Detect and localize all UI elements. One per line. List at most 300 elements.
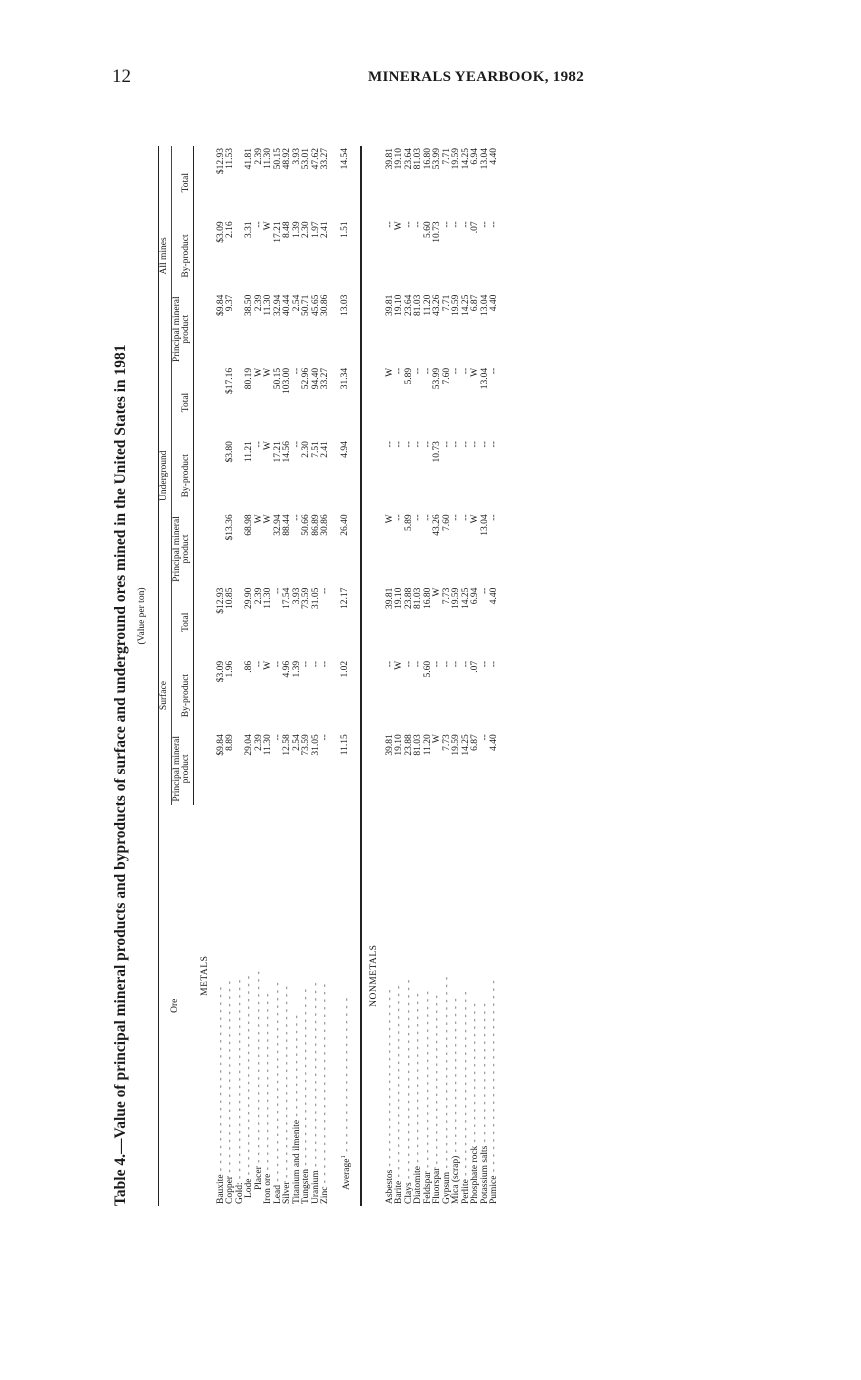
value-cell: 103.00 — [282, 367, 292, 394]
value-cell: 3.93 — [291, 587, 302, 605]
leader-dots: - - - - - - - - - - - - - - - - - - - - - - - - - — [215, 985, 226, 1175]
value-cell: -- — [441, 441, 452, 448]
value-cell: W — [384, 367, 395, 377]
empty-cell — [362, 659, 386, 732]
leader-dots: - - - - - - - - - - - - - - - - - - - — [479, 1002, 490, 1146]
value-cell: 2.41 — [320, 441, 330, 458]
value-cell: -- — [479, 221, 490, 228]
value-cell: 5.60 — [422, 221, 433, 238]
average-value-cell: 11.15 — [339, 734, 350, 756]
value-cell: 2.39 — [253, 294, 264, 312]
leader-dots: - - - - - - - - - - - - - - - - - - - - - - - — [432, 994, 443, 1168]
value-cell: 39.81 — [384, 148, 395, 170]
value-cell: -- — [451, 660, 462, 668]
ore-label: Placer — [253, 1166, 264, 1190]
footnote-marker: 1 — [339, 1155, 347, 1159]
value-cell: 19.10 — [394, 587, 405, 610]
average-value-cell: 13.03 — [339, 294, 350, 316]
minerals-value-table — [158, 146, 500, 1206]
value-cell: 53.99 — [432, 148, 443, 170]
value-cell: 11.30 — [263, 148, 273, 170]
ore-label: Feldspar — [422, 1171, 433, 1204]
value-cell: -- — [413, 221, 424, 228]
value-cell: -- — [422, 367, 433, 375]
value-cell: 3.31 — [244, 221, 254, 238]
value-cell: 5.60 — [422, 660, 433, 678]
value-cell: -- — [489, 441, 500, 448]
ore-label: Uranium — [310, 1170, 321, 1204]
value-cell: 5.89 — [403, 367, 414, 385]
value-cell: 53.01 — [301, 148, 311, 170]
value-cell: 86.89 — [310, 514, 321, 536]
value-cell: 41.81 — [244, 148, 254, 170]
value-cell: 19.59 — [451, 587, 462, 610]
value-cell: 4.40 — [489, 587, 500, 605]
ore-label: Copper — [225, 1176, 235, 1204]
ore-cell — [490, 805, 500, 1206]
value-cell: 7.51 — [310, 441, 321, 458]
section-title: NONMETALS — [369, 944, 380, 1007]
value-cell: 1.39 — [291, 221, 302, 238]
value-cell: -- — [272, 587, 283, 594]
value-cell: 4.96 — [282, 660, 292, 678]
value-cell: 7.73 — [441, 587, 452, 605]
subheader-principal: Principal mineral product — [171, 293, 193, 366]
average-label: Average — [341, 1158, 352, 1190]
value-cell: -- — [384, 441, 395, 448]
empty-cell — [362, 512, 386, 585]
value-cell: -- — [394, 441, 405, 448]
value-cell: 6.94 — [470, 587, 481, 605]
value-cell: -- — [272, 734, 283, 741]
leader-dots: - - - - - - - - - - - - - - - - - - - - - — [451, 997, 462, 1156]
ore-label: Potassium salts — [479, 1145, 490, 1204]
value-cell: 17.21 — [272, 441, 283, 463]
leader-dots: - - - - - - - - - - - - - - - - - - - - - - - - — [263, 992, 273, 1174]
value-cell: 68.98 — [244, 514, 254, 536]
value-cell: 8.48 — [282, 221, 292, 238]
value-cell: -- — [460, 221, 471, 228]
value-cell: 7.73 — [441, 734, 452, 751]
value-cell: 1.96 — [225, 660, 235, 678]
value-cell: 50.66 — [301, 514, 311, 536]
value-cell: -- — [479, 660, 490, 668]
value-cell: W — [263, 514, 273, 524]
empty-cell — [362, 293, 386, 366]
value-cell: 16.80 — [422, 148, 433, 170]
value-cell: -- — [451, 221, 462, 228]
value-cell: 12.58 — [282, 734, 292, 756]
rotated-table-block — [112, 146, 642, 1206]
empty-cell — [193, 659, 217, 732]
value-cell: 2.54 — [291, 294, 302, 312]
value-cell: -- — [403, 660, 414, 668]
value-cell: 13.04 — [479, 514, 490, 536]
table-subtitle: (Value per ton) — [137, 587, 147, 645]
value-cell: 31.05 — [310, 734, 321, 756]
value-cell: -- — [413, 514, 424, 521]
empty-cell — [362, 732, 386, 805]
value-cell: -- — [384, 660, 395, 668]
value-cell: -- — [489, 660, 500, 668]
value-cell: 31.05 — [310, 587, 321, 610]
value-cell: -- — [413, 367, 424, 375]
value-cell: -- — [460, 441, 471, 448]
value-cell: -- — [320, 660, 330, 668]
value-cell: 7.71 — [441, 294, 452, 312]
empty-cell — [193, 293, 217, 366]
value-cell: 33.27 — [320, 148, 330, 170]
page-number: 12 — [112, 66, 131, 87]
value-cell: 14.25 — [460, 734, 471, 756]
value-cell: 19.59 — [451, 148, 462, 170]
value-cell: -- — [451, 441, 462, 448]
value-cell: 7.71 — [441, 148, 452, 165]
average-value-cell: 1.02 — [339, 660, 350, 678]
value-cell: -- — [479, 587, 490, 594]
value-cell: 81.03 — [413, 148, 424, 170]
leader-dots: - - - - - - - - - - - - - - - - - - - - - - - - - - - — [403, 978, 414, 1183]
leader-dots: - - - - - - - - - - - - - - - - - - - - - - - - - - — [489, 979, 500, 1176]
value-cell: -- — [479, 734, 490, 741]
value-cell: 73.59 — [301, 734, 311, 756]
value-cell: 5.89 — [403, 514, 414, 532]
value-cell: W — [394, 660, 405, 670]
value-cell: 19.59 — [451, 734, 462, 756]
empty-cell — [193, 219, 217, 292]
value-cell: -- — [403, 221, 414, 228]
value-cell: 4.40 — [489, 734, 500, 751]
value-cell: 19.10 — [394, 148, 405, 170]
value-cell: 2.39 — [253, 587, 264, 605]
value-cell: -- — [291, 367, 302, 375]
value-cell: 29.04 — [244, 734, 254, 756]
ore-label: Diatomite — [413, 1166, 424, 1204]
ore-label: Clays — [403, 1182, 414, 1204]
value-cell: W — [263, 441, 273, 451]
table-row — [321, 146, 331, 1206]
empty-cell — [193, 366, 217, 439]
value-cell: 2.39 — [253, 148, 264, 165]
value-cell: 81.03 — [413, 734, 424, 756]
value-cell: -- — [403, 441, 414, 448]
value-cell: 13.04 — [479, 294, 490, 316]
value-cell: $9.84 — [215, 734, 226, 756]
value-cell: 30.86 — [320, 514, 330, 536]
empty-cell — [362, 586, 386, 659]
value-cell: -- — [310, 660, 321, 668]
value-cell: 23.64 — [403, 294, 414, 316]
value-cell: -- — [460, 660, 471, 668]
section-title: METALS — [200, 955, 210, 996]
value-cell: -- — [441, 660, 452, 668]
empty-cell — [193, 146, 217, 219]
leader-dots: - - - - - - - - - - - - - - — [291, 1014, 302, 1120]
average-value-cell: 12.17 — [339, 587, 350, 610]
value-cell: $3.09 — [215, 221, 226, 243]
subheader-total: Total — [171, 366, 193, 439]
value-cell: W — [263, 367, 273, 377]
value-cell: W — [394, 221, 405, 231]
value-cell: 11.20 — [422, 294, 433, 316]
value-cell: 80.19 — [244, 367, 254, 390]
average-value-cell: 26.40 — [339, 514, 350, 536]
value-cell: 11.21 — [244, 441, 254, 463]
subheader-principal: Principal mineral product — [171, 732, 193, 805]
value-cell: 13.04 — [479, 148, 490, 170]
value-cell: $3.09 — [215, 660, 226, 683]
value-cell: 3.93 — [291, 148, 302, 165]
value-cell: 2.39 — [253, 734, 264, 751]
leader-dots: - - - - - - - - - - - - - - - - - - - — [470, 1002, 481, 1146]
value-cell: -- — [253, 660, 264, 668]
leader-dots: - - - - - - - - - - - - - - - - - - - - - - - — [413, 992, 424, 1166]
value-cell: 38.50 — [244, 294, 254, 316]
value-cell: 43.26 — [432, 294, 443, 316]
ore-label: Titanium and ilmenite — [291, 1119, 302, 1204]
ore-column-header: Ore — [159, 805, 194, 1206]
value-cell: 6.87 — [470, 734, 481, 751]
leader-dots: - - - - - - - - - - - - - - - - - - - - - - - - - - - — [234, 978, 245, 1183]
average-value-cell: 31.34 — [339, 367, 350, 390]
value-cell: W — [263, 660, 273, 670]
value-cell: 39.81 — [384, 734, 395, 756]
value-cell: 2.30 — [301, 221, 311, 238]
empty-cell — [193, 439, 217, 512]
subheader-byproduct: By-product — [171, 659, 193, 732]
value-cell: 53.99 — [432, 367, 443, 390]
value-cell: -- — [253, 441, 264, 448]
value-cell: 50.71 — [301, 294, 311, 316]
value-cell: W — [470, 367, 481, 377]
value-cell: -- — [291, 441, 302, 448]
subheader-byproduct: By-product — [171, 219, 193, 292]
leader-dots: - - - - - - - - - - - - - - - - - - - - - - - - - - — [225, 980, 235, 1177]
value-cell: .07 — [470, 221, 481, 234]
value-cell: 23.64 — [403, 148, 414, 170]
average-row — [331, 146, 361, 1206]
value-cell: W — [470, 514, 481, 524]
value-cell: 17.21 — [272, 221, 283, 243]
value-cell: 9.37 — [225, 294, 235, 312]
value-cell: 16.80 — [422, 587, 433, 610]
value-cell: 50.15 — [272, 367, 283, 390]
value-cell: -- — [441, 221, 452, 228]
value-cell: -- — [489, 367, 500, 375]
subheader-principal: Principal mineral product — [171, 512, 193, 585]
value-cell: 2.54 — [291, 734, 302, 751]
value-cell: -- — [394, 514, 405, 521]
value-cell: $9.84 — [215, 294, 226, 316]
value-cell: 14.25 — [460, 148, 471, 170]
value-cell: -- — [291, 514, 302, 521]
value-cell: 10.73 — [432, 221, 443, 243]
value-cell: 10.85 — [225, 587, 235, 610]
value-cell: .07 — [470, 660, 481, 673]
leader-dots: - - - - - - - - - - - - - - - - - - - - - - - - - - — [441, 975, 452, 1172]
ore-label: Lode — [244, 1178, 254, 1198]
value-cell: 30.86 — [320, 294, 330, 316]
value-cell: 88.44 — [282, 514, 292, 536]
leader-dots: - - - - - - - - - - - - - - - - - - - - - - - - - - — [282, 985, 292, 1182]
value-cell: $12.93 — [215, 587, 226, 614]
section-header-row — [362, 146, 386, 1206]
value-cell: W — [253, 514, 264, 524]
value-cell: 2.16 — [225, 221, 235, 238]
group-header-all-mines: All mines — [159, 146, 172, 366]
value-cell: 4.40 — [489, 148, 500, 165]
value-cell: -- — [422, 441, 433, 448]
value-cell: -- — [253, 221, 264, 228]
average-value-cell: 1.51 — [339, 221, 350, 238]
value-cell: -- — [301, 660, 311, 668]
ore-label: Mica (scrap) — [451, 1155, 462, 1204]
value-cell: 47.62 — [310, 148, 321, 170]
value-cell: 11.30 — [263, 587, 273, 609]
value-cell: 4.40 — [489, 294, 500, 312]
average-value-cell: 4.94 — [339, 441, 350, 458]
value-cell: 14.56 — [282, 441, 292, 463]
value-cell: 29.90 — [244, 587, 254, 610]
leader-dots: - - - - - - - - - - - - - - - - - - - - - - - - - - - — [244, 974, 254, 1179]
leader-dots: - - - - - - - - - - - - - - - - - - - - - - - - — [301, 988, 311, 1169]
group-header-surface: Surface — [159, 586, 172, 806]
value-cell: -- — [489, 514, 500, 521]
value-cell: 6.94 — [470, 148, 481, 165]
value-cell: 40.44 — [282, 294, 292, 316]
value-cell: 19.10 — [394, 294, 405, 316]
value-cell: 48.92 — [282, 148, 292, 170]
running-head: MINERALS YEARBOOK, 1982 — [368, 69, 584, 85]
leader-dots: - - - - - - - - - - - - - - - - - - - - - - - - — [422, 990, 433, 1172]
ore-cell — [321, 805, 331, 1206]
ore-label: Iron ore — [263, 1173, 273, 1204]
leader-dots: - - - - - - - - - - - - - - - - - - - - - - - - - - - — [272, 981, 283, 1185]
ore-label: Phosphate rock — [470, 1145, 481, 1204]
value-cell: 2.41 — [320, 221, 330, 238]
empty-cell — [193, 732, 217, 805]
leader-dots: - - - - - - - - - - - - - - - - - - - - - - - - - - - — [320, 983, 330, 1187]
average-label-cell — [331, 805, 361, 1206]
ore-label: Bauxite — [215, 1174, 226, 1204]
value-cell: -- — [384, 221, 395, 228]
group-header-underground: Underground — [159, 366, 172, 586]
value-cell: W — [432, 587, 443, 597]
value-cell: 19.59 — [451, 294, 462, 316]
leader-dots: - - - - - - - - - - - - - - - - - - - - - - - - - - — [253, 970, 264, 1167]
value-cell: $12.93 — [215, 148, 226, 175]
value-cell: 11.30 — [263, 294, 273, 316]
value-cell: -- — [394, 367, 405, 375]
empty-cell — [362, 366, 386, 439]
value-cell: -- — [272, 660, 283, 668]
value-cell: 33.27 — [320, 367, 330, 390]
empty-cell — [362, 146, 386, 219]
empty-cell — [193, 512, 217, 585]
value-cell: 10.73 — [432, 441, 443, 463]
empty-cell — [362, 439, 386, 512]
value-cell: -- — [413, 441, 424, 448]
empty-cell — [362, 219, 386, 292]
value-cell: -- — [460, 367, 471, 375]
value-cell: 14.25 — [460, 587, 471, 610]
value-cell: W — [263, 221, 273, 231]
value-cell: 52.96 — [301, 367, 311, 390]
value-cell: 14.25 — [460, 294, 471, 316]
value-cell: -- — [470, 441, 481, 448]
value-cell: 50.15 — [272, 148, 283, 170]
value-cell: -- — [479, 441, 490, 448]
value-cell: 32.94 — [272, 294, 283, 316]
value-cell: -- — [489, 221, 500, 228]
ore-label: Lead — [272, 1185, 283, 1204]
value-cell: 8.89 — [225, 734, 235, 751]
ore-label: Asbestos — [384, 1169, 395, 1204]
value-cell: 1.39 — [291, 660, 302, 678]
subheader-total: Total — [171, 146, 193, 219]
section-header-row — [193, 146, 217, 1206]
value-cell: 7.60 — [441, 367, 452, 385]
value-cell: -- — [320, 587, 330, 594]
ore-label: Perlite — [460, 1179, 471, 1204]
value-cell: 11.30 — [263, 734, 273, 756]
value-cell: 11.20 — [422, 734, 433, 756]
subheader-total: Total — [171, 586, 193, 659]
value-cell: 81.03 — [413, 294, 424, 316]
ore-label: Pumice — [489, 1175, 500, 1204]
value-cell: -- — [422, 514, 433, 521]
value-cell: 6.87 — [470, 294, 481, 312]
ore-label: Gold: — [234, 1182, 245, 1204]
value-cell: W — [253, 367, 264, 377]
table-body — [193, 146, 500, 1206]
value-cell: 23.88 — [403, 734, 414, 756]
value-cell: -- — [460, 514, 471, 521]
table-title: Table 4.—Value of principal mineral products and byproducts of surface and underground ores mined in the United States in 1981 — [112, 344, 129, 1206]
value-cell: 39.81 — [384, 587, 395, 610]
average-value-cell: 14.54 — [339, 148, 350, 170]
value-cell: -- — [320, 734, 330, 741]
leader-dots: - - - - - - - - - - - - - - - - - - - - - - - - - — [310, 981, 321, 1171]
value-cell: W — [384, 514, 395, 524]
value-cell: $3.80 — [225, 441, 235, 463]
value-cell: 81.03 — [413, 587, 424, 610]
value-cell: 17.54 — [282, 587, 292, 610]
value-cell: 39.81 — [384, 294, 395, 316]
subheader-byproduct: By-product — [171, 439, 193, 512]
value-cell: -- — [413, 660, 424, 668]
value-cell: -- — [451, 514, 462, 521]
value-cell: W — [432, 734, 443, 744]
ore-label: Zinc — [320, 1186, 330, 1204]
leader-dots: - - - - - - - - - - - - - - - - - - - - - — [341, 996, 352, 1156]
table-group-header-row — [159, 146, 172, 1206]
value-cell: -- — [451, 367, 462, 375]
ore-label: Gypsum — [441, 1171, 452, 1204]
ore-label: Barite — [394, 1180, 405, 1204]
leader-dots: - - - - - - - - - - - - - - - - - - - - - - - - - - — [394, 984, 405, 1181]
leader-dots: - - - - - - - - - - - - - - - - - - - - - - - - - — [460, 990, 471, 1180]
value-cell: $13.36 — [225, 514, 235, 541]
value-cell: 94.40 — [310, 367, 321, 390]
value-cell: .86 — [244, 660, 254, 673]
value-cell: -- — [432, 660, 443, 668]
value-cell: $17.16 — [225, 367, 235, 394]
value-cell: 73.59 — [301, 587, 311, 610]
value-cell: 43.26 — [432, 514, 443, 536]
table-row — [490, 146, 500, 1206]
empty-cell — [193, 586, 217, 659]
